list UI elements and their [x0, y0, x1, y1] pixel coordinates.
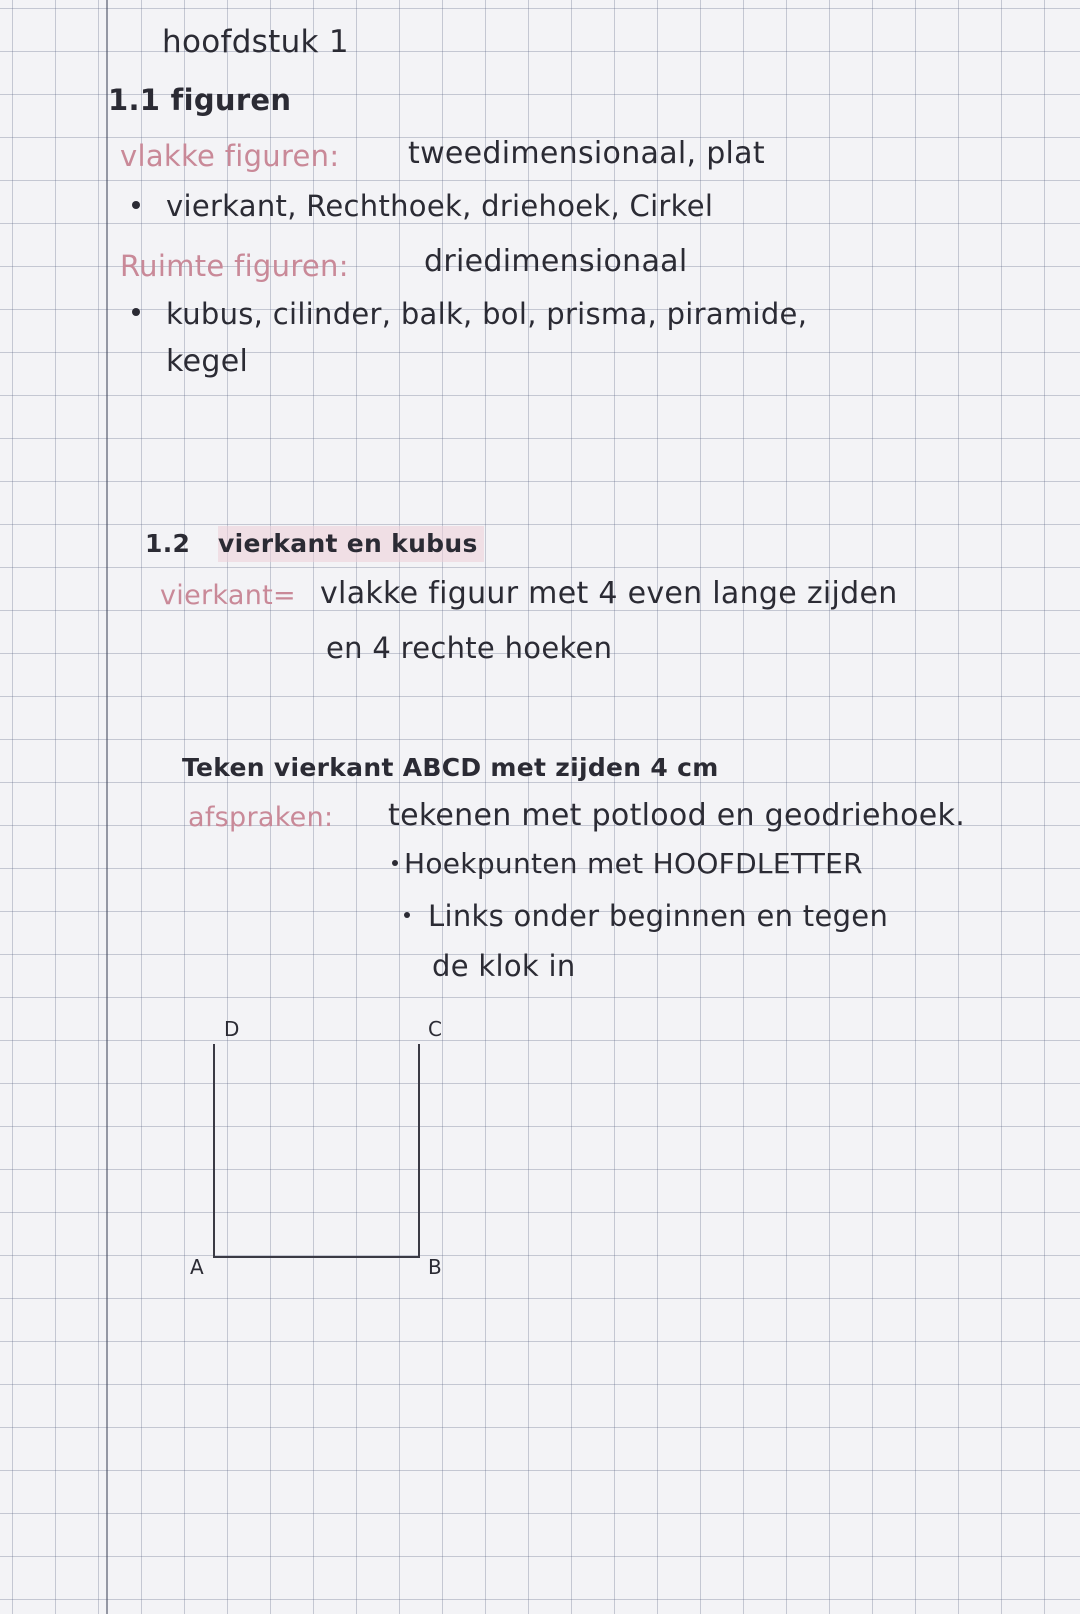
section-heading-square-cube: vierkant en kubus	[218, 526, 484, 562]
exercise-instruction: Teken vierkant ABCD met zijden 4 cm	[182, 753, 719, 782]
section-heading-figures: 1.1 figuren	[108, 83, 292, 117]
rule-counterclockwise-continued: de klok in	[432, 949, 576, 983]
definition-text-continued: en 4 rechte hoeken	[326, 631, 613, 665]
agreements-label: afspraken:	[188, 802, 334, 833]
vertex-label-c: C	[428, 1017, 442, 1041]
bullet-dot	[392, 860, 398, 866]
bullet-dot	[132, 308, 140, 316]
bullet-dot	[404, 912, 410, 918]
flat-figures-label: vlakke figuren:	[120, 139, 340, 173]
flat-figures-examples: vierkant, Rechthoek, driehoek, Cirkel	[166, 189, 714, 223]
vertex-label-d: D	[224, 1017, 240, 1041]
section-number: 1.2	[145, 529, 191, 558]
solid-figures-examples: kubus, cilinder, balk, bol, prisma, piramide,	[166, 297, 808, 331]
rule-uppercase-vertices: Hoekpunten met HOOFDLETTER	[404, 847, 863, 880]
definition-term: vierkant=	[160, 580, 296, 611]
agreements-text: tekenen met potlood en geodriehoek.	[388, 798, 966, 833]
notebook-margin-line	[106, 0, 108, 1614]
vertex-label-a: A	[190, 1255, 204, 1279]
solid-figures-examples-continued: kegel	[166, 344, 249, 379]
chapter-title: hoofdstuk 1	[162, 24, 349, 60]
solid-figures-description: driedimensionaal	[424, 244, 688, 279]
vertex-label-b: B	[428, 1255, 442, 1279]
square-abcd-drawing	[213, 1044, 420, 1258]
rule-counterclockwise: Links onder beginnen en tegen	[428, 899, 889, 933]
solid-figures-label: Ruimte figuren:	[120, 249, 349, 283]
definition-text: vlakke figuur met 4 even lange zijden	[320, 576, 898, 611]
bullet-dot	[132, 201, 140, 209]
flat-figures-description: tweedimensionaal, plat	[408, 136, 765, 171]
